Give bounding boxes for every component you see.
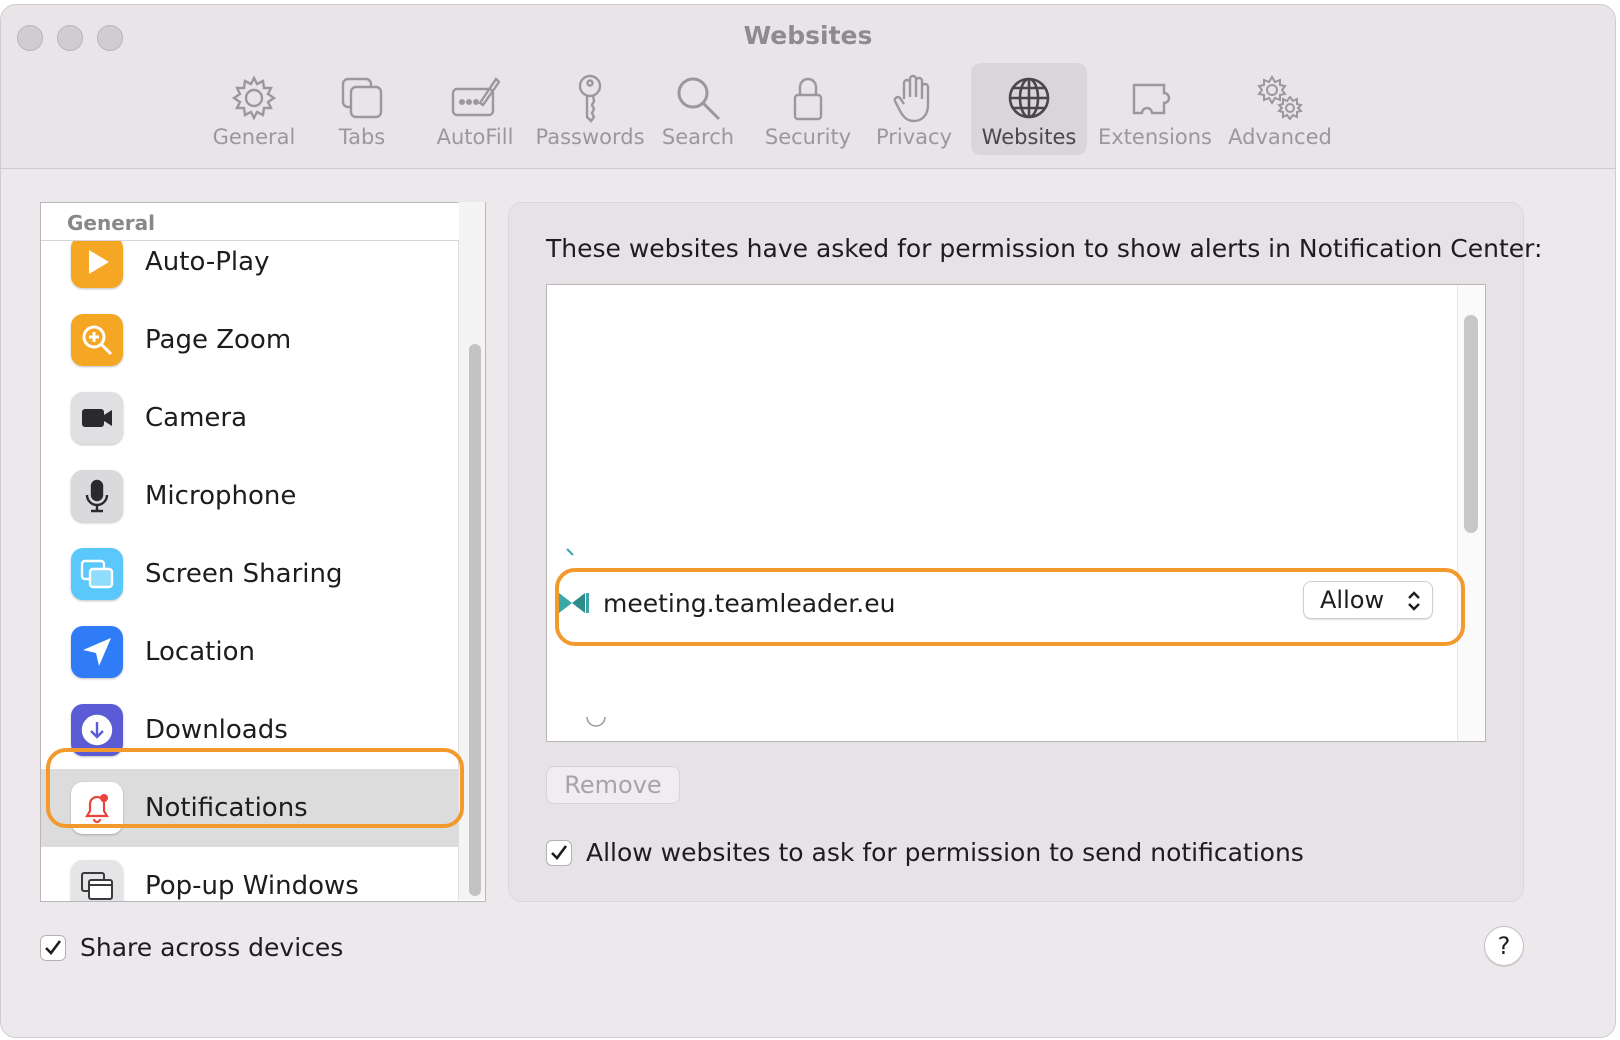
- website-list-scrollbar[interactable]: [1457, 285, 1484, 741]
- play-icon: [71, 236, 123, 288]
- tab-search[interactable]: [655, 63, 741, 155]
- permission-category-list: [40, 202, 486, 902]
- clipped-row-edge: [565, 715, 1445, 727]
- sidebar-item-location[interactable]: [41, 613, 461, 691]
- sidebar-scroll-thumb[interactable]: [469, 344, 481, 896]
- sidebar-item-camera[interactable]: [41, 379, 461, 457]
- screen-sharing-icon: [71, 548, 123, 600]
- share-across-devices-checkbox[interactable]: [40, 935, 66, 961]
- checkmark-icon: [43, 938, 63, 958]
- sidebar-item-label: Microphone: [145, 481, 297, 511]
- bell-icon: [71, 782, 123, 834]
- location-arrow-icon: [71, 626, 123, 678]
- preferences-toolbar: [211, 63, 1337, 155]
- tab-advanced[interactable]: [1223, 63, 1337, 155]
- allow-ask-option[interactable]: [546, 838, 1304, 867]
- tab-privacy-label: Privacy: [875, 125, 953, 149]
- magnifier-icon: [673, 73, 723, 123]
- sidebar-item-label: Notifications: [145, 793, 308, 823]
- clipped-row-edge: [565, 547, 1445, 559]
- website-row[interactable]: [557, 573, 1457, 633]
- lock-icon: [783, 73, 833, 123]
- tab-extensions[interactable]: [1097, 63, 1213, 155]
- tab-general[interactable]: [211, 63, 297, 155]
- tab-autofill[interactable]: [427, 63, 523, 155]
- tab-privacy[interactable]: [871, 63, 957, 155]
- tab-general-label: General: [212, 125, 296, 149]
- permission-select[interactable]: [1303, 581, 1433, 619]
- microphone-icon: [71, 470, 123, 522]
- sidebar-item-label: Camera: [145, 403, 248, 433]
- sidebar-section-header: General: [41, 203, 459, 241]
- gear-icon: [229, 73, 279, 123]
- tab-security[interactable]: [763, 63, 853, 155]
- sidebar-items: [41, 223, 461, 902]
- window-title: Websites: [743, 21, 873, 50]
- sidebar-scrollbar[interactable]: [458, 202, 485, 900]
- teamleader-icon: [557, 590, 591, 616]
- website-domain: meeting.teamleader.eu: [603, 588, 896, 618]
- tab-passwords[interactable]: [533, 63, 647, 155]
- checkmark-icon: [549, 843, 569, 863]
- share-across-devices-label: Share across devices: [80, 933, 344, 962]
- sidebar-item-notifications[interactable]: [41, 769, 461, 847]
- permission-select-value: Allow: [1320, 586, 1385, 614]
- titlebar: [1, 5, 1615, 169]
- tab-search-label: Search: [661, 125, 735, 149]
- sidebar-item-label: Screen Sharing: [145, 559, 343, 589]
- tab-tabs[interactable]: [319, 63, 405, 155]
- camera-icon: [71, 392, 123, 444]
- tab-advanced-label: Advanced: [1228, 125, 1332, 149]
- panel-description: These websites have asked for permission to show alerts in Notification Center:: [546, 234, 1543, 263]
- allow-ask-label: Allow websites to ask for permission to send notifications: [586, 838, 1304, 867]
- share-across-devices-option[interactable]: [40, 933, 343, 962]
- remove-button[interactable]: Remove: [546, 766, 680, 804]
- zoom-icon: [71, 314, 123, 366]
- sidebar-item-label: Auto-Play: [145, 247, 270, 277]
- tab-passwords-label: Passwords: [535, 125, 645, 149]
- gears-icon: [1255, 73, 1305, 123]
- sidebar-item-label: Pop-up Windows: [145, 871, 359, 901]
- tab-tabs-label: Tabs: [338, 125, 386, 149]
- download-icon: [71, 704, 123, 756]
- tab-security-label: Security: [764, 125, 852, 149]
- tab-websites[interactable]: [971, 63, 1087, 155]
- sidebar-item-label: Page Zoom: [145, 325, 292, 355]
- help-button[interactable]: ?: [1484, 926, 1524, 966]
- key-icon: [565, 73, 615, 123]
- sidebar-item-label: Downloads: [145, 715, 288, 745]
- tab-websites-label: Websites: [981, 125, 1077, 149]
- tabs-icon: [337, 73, 387, 123]
- globe-icon: [1004, 73, 1054, 123]
- hand-icon: [889, 73, 939, 123]
- tab-autofill-label: AutoFill: [436, 125, 514, 149]
- puzzle-icon: [1130, 73, 1180, 123]
- popup-windows-icon: [71, 860, 123, 902]
- website-list: [546, 284, 1486, 742]
- autofill-icon: [450, 73, 500, 123]
- sidebar-item-screen-sharing[interactable]: [41, 535, 461, 613]
- chevron-updown-icon: [1406, 588, 1422, 614]
- website-list-scroll-thumb[interactable]: [1464, 315, 1478, 533]
- sidebar-item-microphone[interactable]: [41, 457, 461, 535]
- allow-ask-checkbox[interactable]: [546, 840, 572, 866]
- sidebar-item-label: Location: [145, 637, 255, 667]
- tab-extensions-label: Extensions: [1097, 125, 1213, 149]
- sidebar-item-pop-up-windows[interactable]: [41, 847, 461, 902]
- sidebar-item-page-zoom[interactable]: [41, 301, 461, 379]
- sidebar-item-downloads[interactable]: [41, 691, 461, 769]
